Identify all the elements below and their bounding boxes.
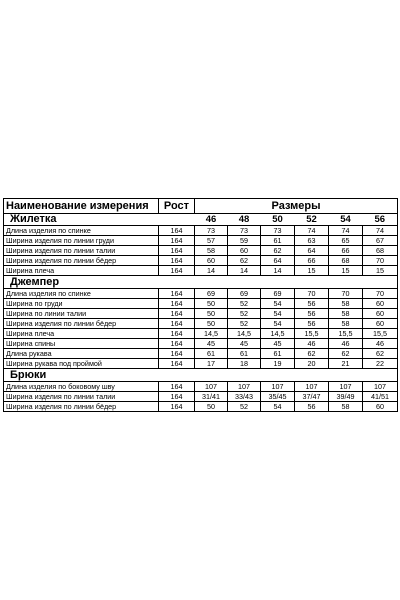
size-value: 56 <box>295 309 329 319</box>
section-title: Джемпер <box>4 276 398 289</box>
size-value: 57 <box>195 236 228 246</box>
size-value: 45 <box>228 339 261 349</box>
size-value: 65 <box>329 236 363 246</box>
rost-value: 164 <box>159 246 195 256</box>
table-row <box>4 382 398 392</box>
size-value: 60 <box>363 309 398 319</box>
table-row <box>4 392 398 402</box>
table-row <box>4 349 398 359</box>
measurement-name: Ширина изделия по линии бёдер <box>4 402 159 412</box>
size-value: 56 <box>295 402 329 412</box>
size-value: 60 <box>195 256 228 266</box>
rost-value: 164 <box>159 359 195 369</box>
rost-value: 164 <box>159 256 195 266</box>
size-label: 48 <box>228 214 261 226</box>
size-value: 60 <box>363 319 398 329</box>
size-value: 39/49 <box>329 392 363 402</box>
measurement-name: Ширина изделия по линии груди <box>4 236 159 246</box>
size-value: 61 <box>195 349 228 359</box>
measurement-name: Ширина по линии талии <box>4 309 159 319</box>
table-row <box>4 319 398 329</box>
size-value: 14 <box>228 266 261 276</box>
table-row <box>4 289 398 299</box>
size-value: 69 <box>228 289 261 299</box>
table-row <box>4 236 398 246</box>
size-value: 62 <box>228 256 261 266</box>
rost-value: 164 <box>159 382 195 392</box>
size-value: 50 <box>195 309 228 319</box>
size-value: 52 <box>228 319 261 329</box>
rost-value: 164 <box>159 299 195 309</box>
size-value: 62 <box>363 349 398 359</box>
header-rost: Рост <box>159 199 195 214</box>
size-value: 67 <box>363 236 398 246</box>
size-value: 18 <box>228 359 261 369</box>
size-label: 46 <box>195 214 228 226</box>
size-label: 52 <box>295 214 329 226</box>
size-value: 60 <box>363 402 398 412</box>
size-value: 35/45 <box>261 392 295 402</box>
size-value: 37/47 <box>295 392 329 402</box>
size-value: 66 <box>295 256 329 266</box>
size-value: 61 <box>228 349 261 359</box>
rost-value: 164 <box>159 289 195 299</box>
table-row <box>4 246 398 256</box>
measurement-name: Ширина изделия по линии бёдер <box>4 256 159 266</box>
rost-value: 164 <box>159 339 195 349</box>
header-row <box>4 199 398 214</box>
size-value: 69 <box>195 289 228 299</box>
rost-value: 164 <box>159 266 195 276</box>
size-value: 45 <box>195 339 228 349</box>
section-header-row <box>4 214 398 226</box>
table-row <box>4 329 398 339</box>
size-value: 61 <box>261 349 295 359</box>
size-value: 63 <box>295 236 329 246</box>
size-value: 62 <box>261 246 295 256</box>
table-body <box>4 199 398 412</box>
size-value: 107 <box>195 382 228 392</box>
table-row <box>4 299 398 309</box>
section-header-row <box>4 276 398 289</box>
size-value: 22 <box>363 359 398 369</box>
size-value: 46 <box>363 339 398 349</box>
size-value: 41/51 <box>363 392 398 402</box>
measurement-name: Ширина изделия по линии талии <box>4 392 159 402</box>
size-value: 107 <box>228 382 261 392</box>
size-value: 61 <box>261 236 295 246</box>
measurement-name: Ширина изделия по линии бёдер <box>4 319 159 329</box>
size-value: 14 <box>195 266 228 276</box>
size-value: 15,5 <box>295 329 329 339</box>
size-value: 58 <box>329 299 363 309</box>
size-value: 70 <box>329 289 363 299</box>
size-value: 60 <box>363 299 398 309</box>
size-value: 68 <box>329 256 363 266</box>
rost-value: 164 <box>159 402 195 412</box>
size-value: 107 <box>295 382 329 392</box>
measurement-name: Длина изделия по спинке <box>4 226 159 236</box>
header-name: Наименование измерения <box>4 199 159 214</box>
table-row <box>4 266 398 276</box>
size-value: 31/41 <box>195 392 228 402</box>
size-value: 21 <box>329 359 363 369</box>
rost-value: 164 <box>159 329 195 339</box>
section-title: Брюки <box>4 369 398 382</box>
size-value: 46 <box>295 339 329 349</box>
size-value: 58 <box>329 319 363 329</box>
size-label: 50 <box>261 214 295 226</box>
measurement-name: Длина изделия по боковому шву <box>4 382 159 392</box>
size-value: 58 <box>195 246 228 256</box>
size-value: 15,5 <box>363 329 398 339</box>
measurement-name: Длина рукава <box>4 349 159 359</box>
size-value: 15 <box>363 266 398 276</box>
size-value: 70 <box>295 289 329 299</box>
measurement-name: Ширина плеча <box>4 329 159 339</box>
rost-value: 164 <box>159 392 195 402</box>
size-value: 68 <box>363 246 398 256</box>
size-value: 62 <box>329 349 363 359</box>
size-value: 15,5 <box>329 329 363 339</box>
size-value: 17 <box>195 359 228 369</box>
size-value: 50 <box>195 402 228 412</box>
section-title: Жилетка <box>4 214 195 226</box>
size-value: 64 <box>261 256 295 266</box>
size-value: 56 <box>295 299 329 309</box>
size-value: 73 <box>228 226 261 236</box>
size-value: 14 <box>261 266 295 276</box>
table-row <box>4 359 398 369</box>
measurement-name: Ширина изделия по линии талии <box>4 246 159 256</box>
size-value: 52 <box>228 309 261 319</box>
measurement-name: Ширина по груди <box>4 299 159 309</box>
size-value: 74 <box>295 226 329 236</box>
table-row <box>4 226 398 236</box>
size-value: 54 <box>261 309 295 319</box>
size-value: 33/43 <box>228 392 261 402</box>
rost-value: 164 <box>159 319 195 329</box>
size-value: 70 <box>363 289 398 299</box>
table-row <box>4 402 398 412</box>
size-value: 46 <box>329 339 363 349</box>
size-value: 73 <box>261 226 295 236</box>
size-value: 58 <box>329 402 363 412</box>
size-value: 70 <box>363 256 398 266</box>
size-value: 107 <box>363 382 398 392</box>
size-value: 54 <box>261 319 295 329</box>
size-value: 54 <box>261 299 295 309</box>
section-header-row <box>4 369 398 382</box>
size-value: 14,5 <box>261 329 295 339</box>
size-label: 54 <box>329 214 363 226</box>
size-value: 62 <box>295 349 329 359</box>
measurement-name: Ширина плеча <box>4 266 159 276</box>
size-value: 54 <box>261 402 295 412</box>
size-value: 60 <box>228 246 261 256</box>
rost-value: 164 <box>159 236 195 246</box>
rost-value: 164 <box>159 226 195 236</box>
size-value: 14,5 <box>195 329 228 339</box>
measurement-name: Ширина рукава под проймой <box>4 359 159 369</box>
header-sizes: Размеры <box>195 199 398 214</box>
size-value: 15 <box>329 266 363 276</box>
size-value: 50 <box>195 299 228 309</box>
table-row <box>4 339 398 349</box>
size-value: 19 <box>261 359 295 369</box>
size-value: 52 <box>228 402 261 412</box>
size-value: 64 <box>295 246 329 256</box>
size-value: 107 <box>261 382 295 392</box>
size-value: 56 <box>295 319 329 329</box>
rost-value: 164 <box>159 349 195 359</box>
measurement-name: Длина изделия по спинке <box>4 289 159 299</box>
measurement-name: Ширина спины <box>4 339 159 349</box>
size-value: 74 <box>363 226 398 236</box>
size-value: 14,5 <box>228 329 261 339</box>
table-row <box>4 256 398 266</box>
size-value: 69 <box>261 289 295 299</box>
size-value: 58 <box>329 309 363 319</box>
size-chart-table <box>3 198 398 412</box>
size-label: 56 <box>363 214 398 226</box>
size-value: 15 <box>295 266 329 276</box>
size-value: 52 <box>228 299 261 309</box>
size-value: 66 <box>329 246 363 256</box>
size-value: 107 <box>329 382 363 392</box>
size-value: 45 <box>261 339 295 349</box>
size-value: 74 <box>329 226 363 236</box>
table-row <box>4 309 398 319</box>
size-value: 73 <box>195 226 228 236</box>
size-value: 20 <box>295 359 329 369</box>
size-value: 59 <box>228 236 261 246</box>
rost-value: 164 <box>159 309 195 319</box>
size-value: 50 <box>195 319 228 329</box>
